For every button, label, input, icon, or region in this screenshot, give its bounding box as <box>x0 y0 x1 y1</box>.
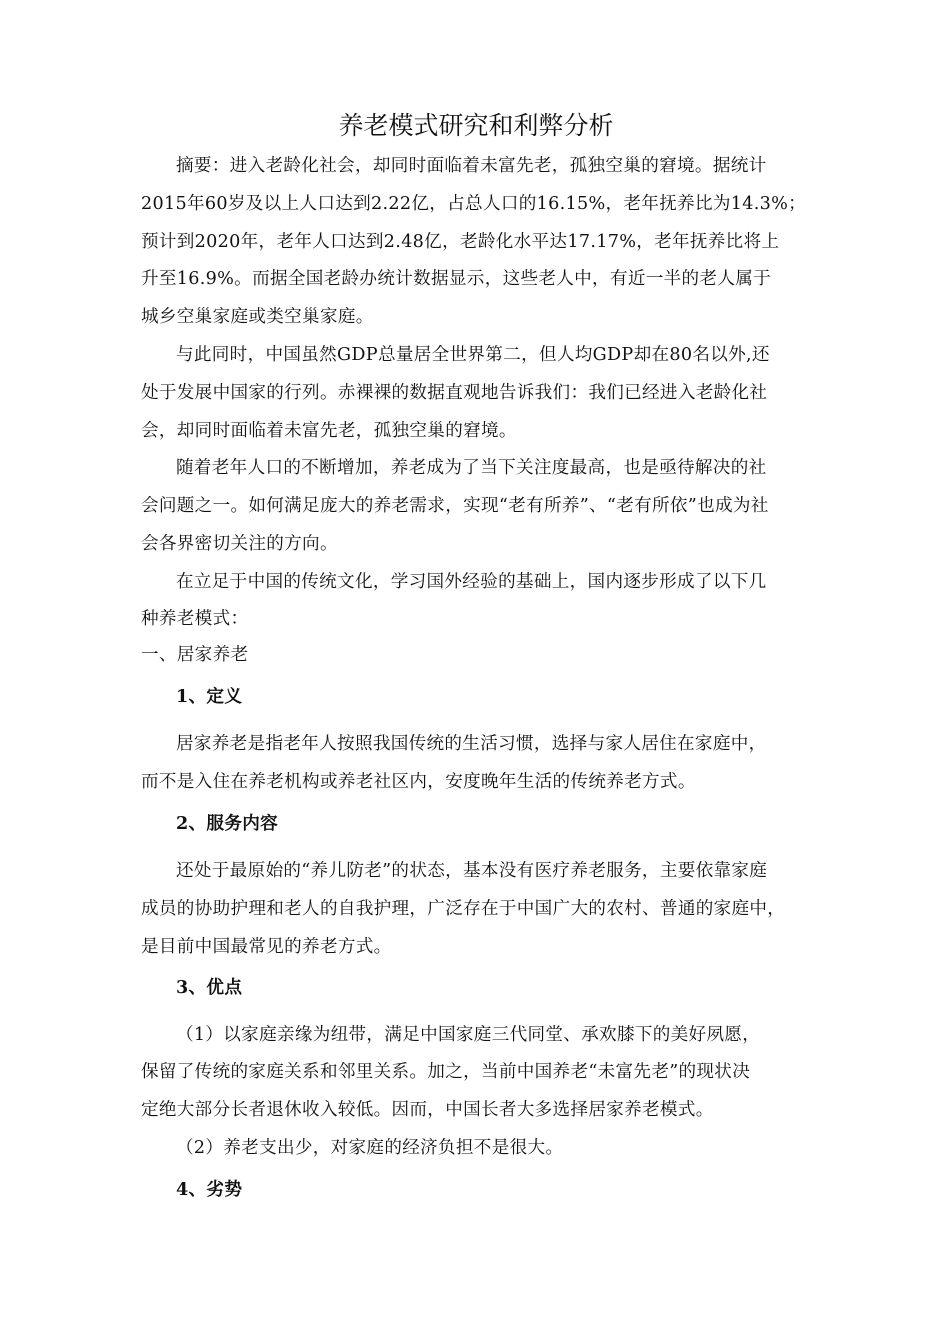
abstract-line: 城乡空巢家庭或类空巢家庭。 <box>141 307 374 327</box>
abstract-line: 升至16.9%。而据全国老龄办统计数据显示，这些老人中，有近一半的老人属于 <box>141 269 771 289</box>
subsection-heading: 4、劣势 <box>176 1179 243 1200</box>
body-line: 还处于最原始的“养儿防老”的状态，基本没有医疗养老服务，主要依靠家庭 <box>176 861 768 881</box>
body-line: 与此同时，中国虽然GDP总量居全世界第二，但人均GDP却在80名以外,还 <box>176 345 770 365</box>
subsection-heading: 1、定义 <box>176 686 243 707</box>
body-line: 定绝大部分长者退休收入较低。因而，中国长者大多选择居家养老模式。 <box>141 1100 714 1120</box>
body-line: 会各界密切关注的方向。 <box>141 534 338 554</box>
subsection-heading: 3、优点 <box>176 977 243 998</box>
document-title: 养老模式研究和利弊分析 <box>338 111 614 140</box>
body-line: 会问题之一。如何满足庞大的养老需求，实现“老有所养”、“老有所依”也成为社 <box>141 496 769 516</box>
body-line: 成员的协助护理和老人的自我护理，广泛存在于中国广大的农村、普通的家庭中， <box>141 899 786 919</box>
abstract-line: 2015年60岁及以上人口达到2.22亿，占总人口的16.15%，老年抚养比为14.3%； <box>141 194 807 214</box>
abstract-line: 摘要：进入老龄化社会，却同时面临着未富先老，孤独空巢的窘境。据统计 <box>176 156 767 176</box>
body-line: 种养老模式： <box>141 609 249 629</box>
body-line: （1）以家庭亲缘为纽带，满足中国家庭三代同堂、承欢膝下的美好夙愿， <box>176 1025 761 1045</box>
body-line: 是目前中国最常见的养老方式。 <box>141 937 392 957</box>
body-line: 会，却同时面临着未富先老，孤独空巢的窘境。 <box>141 421 517 441</box>
body-line: 随着老年人口的不断增加，养老成为了当下关注度最高，也是亟待解决的社 <box>176 458 767 478</box>
section-heading: 一、居家养老 <box>141 645 249 665</box>
body-line: 保留了传统的家庭关系和邻里关系。加之，当前中国养老“未富先老”的现状决 <box>141 1062 751 1082</box>
body-line: 而不是入住在养老机构或养老社区内，安度晚年生活的传统养老方式。 <box>141 772 696 792</box>
body-line: 在立足于中国的传统文化，学习国外经验的基础上，国内逐步形成了以下几 <box>176 572 767 592</box>
abstract-line: 预计到2020年，老年人口达到2.48亿，老龄化水平达17.17%，老年抚养比将上 <box>141 232 780 252</box>
subsection-heading: 2、服务内容 <box>176 813 279 834</box>
body-line: （2）养老支出少，对家庭的经济负担不是很大。 <box>176 1138 564 1158</box>
body-line: 处于发展中国家的行列。赤裸裸的数据直观地告诉我们：我们已经进入老龄化社 <box>141 383 768 403</box>
body-line: 居家养老是指老年人按照我国传统的生活习惯，选择与家人居住在家庭中， <box>176 734 767 754</box>
